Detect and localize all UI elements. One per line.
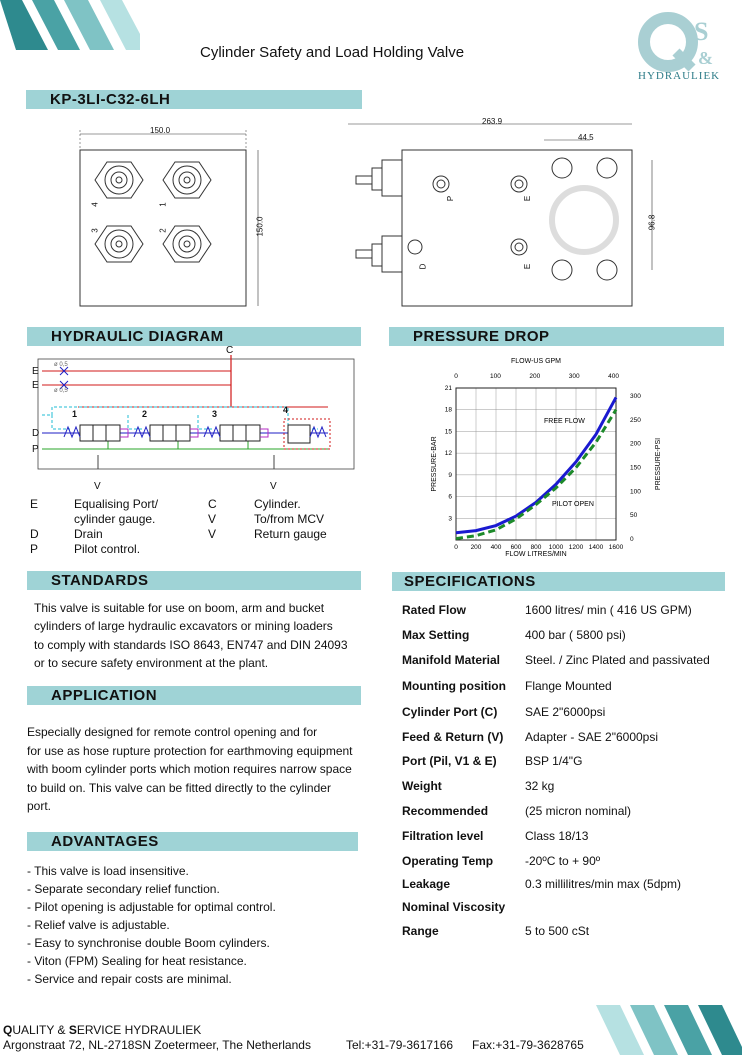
y-tick-label: 3: [448, 515, 452, 523]
footer-company-part1: UALITY &: [12, 1023, 69, 1037]
standards-heading: STANDARDS: [27, 571, 361, 590]
y-tick-label: 21: [444, 385, 452, 392]
top-tick-label: 0: [454, 373, 458, 380]
svg-text:&: &: [698, 48, 713, 68]
y-right-tick-label: 100: [630, 488, 641, 496]
x-tick-label: 1600: [608, 544, 624, 551]
diagram-label-v2: V: [270, 481, 277, 492]
y-tick-label: 12: [444, 450, 452, 458]
diagram-label-c: C: [226, 345, 234, 356]
port-label-e-top: E: [523, 195, 533, 202]
stripe-decoration-bottom: [592, 1005, 742, 1055]
dim-height-left: 150.0: [255, 216, 265, 237]
spec-value: 1600 litres/ min ( 416 US GPM): [525, 603, 692, 617]
advantage-item: - Service and repair costs are minimal.: [27, 972, 232, 986]
top-axis-ticks: [454, 373, 619, 380]
spec-label: Max Setting: [402, 628, 470, 642]
diagram-label-p: P: [32, 444, 39, 455]
spec-label: Weight: [402, 779, 442, 793]
legend-text-d: Drain: [74, 527, 103, 541]
legend-text-v2: Return gauge: [254, 527, 327, 541]
advantage-item: - Relief valve is adjustable.: [27, 918, 170, 932]
x-tick-label: 600: [510, 544, 522, 551]
port-number-3: 3: [90, 228, 100, 233]
port-label-p: P: [446, 195, 456, 202]
company-logo: [632, 8, 722, 88]
spec-value: Adapter - SAE 2"6000psi: [525, 730, 659, 744]
x-tick-label: 1000: [548, 544, 564, 551]
spec-label: Range: [402, 924, 439, 938]
y-right-tick-label: 200: [630, 440, 641, 448]
advantage-item: - Viton (FPM) Sealing for heat resistance.: [27, 954, 247, 968]
diagram-label-e1: E: [32, 366, 39, 377]
spec-value: -20ºC to + 90º: [525, 854, 601, 868]
footer-fax: Fax:+31-79-3628765: [472, 1038, 584, 1052]
y-right-axis-label: PRESSURE-PSI: [655, 437, 662, 491]
spec-value: Steel. / Zinc Plated and passivated: [525, 653, 710, 667]
y-tick-label: 6: [448, 493, 452, 501]
spec-label: Recommended: [402, 804, 489, 818]
logo-text: HYDRAULIEK: [638, 70, 721, 82]
spec-label: Rated Flow: [402, 603, 467, 617]
orifice-label-2: ø 0,5: [54, 388, 68, 394]
spec-label: Port (Pil, V1 & E): [402, 754, 497, 768]
y-axis-label: PRESSURE-BAR: [431, 436, 438, 492]
footer-company-part2: ERVICE HYDRAULIEK: [76, 1023, 202, 1037]
standards-line-4: or to secure safety environment at the plant.: [34, 656, 269, 670]
orifice-label-1: ø 0,5: [54, 362, 68, 368]
footer-address: Argonstraat 72, NL-2718SN Zoetermeer, The Netherlands: [3, 1038, 311, 1052]
page-title: Cylinder Safety and Load Holding Valve: [200, 44, 465, 61]
chart-grid: [456, 388, 616, 540]
top-tick-label: 400: [608, 373, 620, 380]
spec-value: BSP 1/4"G: [525, 754, 583, 768]
spec-value: 0.3 millilitres/min max (5dpm): [525, 877, 682, 891]
hydraulic-schematic: [28, 345, 364, 495]
x-tick-label: 400: [490, 544, 502, 551]
technical-drawing: [70, 116, 670, 316]
spec-value: Flange Mounted: [525, 679, 612, 693]
legend-text-e: Equalising Port/: [74, 497, 159, 511]
x-tick-label: 1400: [588, 544, 604, 551]
top-tick-label: 200: [529, 373, 541, 380]
port-number-1: 1: [158, 202, 168, 207]
valve-number-2: 2: [142, 409, 148, 419]
y-right-tick-label: 300: [630, 393, 641, 401]
valve-number-4: 4: [283, 405, 289, 415]
dim-width-left: 150.0: [150, 126, 171, 135]
top-axis-label: FLOW-US GPM: [510, 358, 562, 365]
application-line-2: for use as hose rupture protection for earthmoving equipment: [27, 744, 353, 758]
diagram-label-v1: V: [94, 481, 101, 492]
svg-text:S: S: [694, 17, 709, 46]
advantages-heading: ADVANTAGES: [27, 832, 358, 851]
top-tick-label: 300: [568, 373, 580, 380]
dim-total-right: 263.9: [482, 117, 503, 126]
advantage-item: - Separate secondary relief function.: [27, 882, 220, 896]
spec-label: Filtration level: [402, 829, 484, 843]
hydraulic-diagram-heading: HYDRAULIC DIAGRAM: [27, 327, 361, 346]
spec-value: Class 18/13: [525, 829, 589, 843]
port-label-e-bottom: E: [523, 263, 533, 270]
spec-value: 5 to 500 cSt: [525, 924, 590, 938]
spec-label: Nominal Viscosity: [402, 900, 506, 914]
legend-code-v1: V: [208, 512, 217, 526]
valve-number-1: 1: [72, 409, 78, 419]
footer-company: [3, 1023, 201, 1037]
spec-label: Mounting position: [402, 679, 506, 693]
x-axis-ticks: [454, 544, 623, 551]
valve-number-3: 3: [212, 409, 218, 419]
advantage-item: - Pilot opening is adjustable for optimal control.: [27, 900, 276, 914]
application-heading: APPLICATION: [27, 686, 361, 705]
y-right-tick-label: 150: [630, 464, 641, 472]
port-number-2: 2: [158, 228, 168, 233]
legend-text-e2: cylinder gauge.: [74, 512, 156, 526]
spec-label: Operating Temp: [402, 854, 494, 868]
legend-code-v2: V: [208, 527, 217, 541]
application-line-5: port.: [27, 799, 52, 813]
pressure-drop-chart: [420, 350, 690, 565]
application-line-4: to build on. This valve can be fitted directly to the cylinder: [27, 781, 331, 795]
x-tick-label: 200: [470, 544, 482, 551]
legend-text-c: Cylinder.: [254, 497, 301, 511]
standards-line-2: cylinders of large hydraulic excavators or mining loaders: [34, 619, 333, 633]
spec-value: SAE 2"6000psi: [525, 705, 606, 719]
port-number-4: 4: [90, 202, 100, 207]
top-tick-label: 100: [489, 373, 501, 380]
footer-company-q: Q: [3, 1023, 13, 1037]
legend-text-p: Pilot control.: [74, 542, 141, 556]
y-right-tick-label: 250: [630, 416, 641, 424]
y-tick-label: 18: [444, 406, 452, 414]
diagram-label-d: D: [32, 428, 40, 439]
x-tick-label: 800: [530, 544, 542, 551]
legend-text-v1: To/from MCV: [254, 512, 325, 526]
x-tick-label: 0: [454, 544, 458, 551]
stripe-decoration-top: [0, 0, 140, 50]
diagram-label-e2: E: [32, 380, 39, 391]
footer-tel: Tel:+31-79-3617166: [346, 1038, 454, 1052]
series-label-pilot-open: PILOT OPEN: [552, 501, 594, 508]
y-tick-label: 9: [448, 471, 452, 479]
standards-line-3: to comply with standards ISO 8643, EN747 and DIN 24093: [34, 638, 348, 652]
specifications-heading: SPECIFICATIONS: [392, 572, 725, 591]
y-right-tick-label: 50: [630, 512, 638, 520]
port-label-d: D: [418, 263, 428, 270]
x-axis-label: FLOW LITRES/MIN: [505, 551, 567, 558]
y-axis-ticks: [445, 385, 453, 522]
spec-value: 32 kg: [525, 779, 555, 793]
pressure-drop-heading: PRESSURE DROP: [389, 327, 724, 346]
legend-code-c: C: [208, 497, 217, 511]
spec-label: Feed & Return (V): [402, 730, 504, 744]
application-line-3: with boom cylinder ports which motion requires narrow space: [27, 762, 352, 776]
series-label-free-flow: FREE FLOW: [544, 418, 585, 425]
legend-code-p: P: [30, 542, 39, 556]
spec-label: Cylinder Port (C): [402, 705, 498, 719]
dim-height-right: 96.8: [647, 214, 657, 231]
x-tick-label: 1200: [568, 544, 584, 551]
model-heading: KP-3LI-C32-6LH: [26, 90, 362, 109]
dim-spacing: 44.5: [578, 133, 594, 142]
application-line-1: Especially designed for remote control opening and for: [27, 725, 318, 739]
spec-label: Leakage: [402, 877, 451, 891]
legend-code-d: D: [30, 527, 39, 541]
spec-value: (25 micron nominal): [525, 804, 632, 818]
spec-value: 400 bar ( 5800 psi): [525, 628, 626, 642]
legend-code-e: E: [30, 497, 39, 511]
advantage-item: - Easy to synchronise double Boom cylinders.: [27, 936, 270, 950]
advantage-item: - This valve is load insensitive.: [27, 864, 189, 878]
y-tick-label: 15: [444, 428, 452, 436]
spec-label: Manifold Material: [402, 653, 501, 667]
footer-company-s: S: [68, 1023, 77, 1037]
y-right-tick-label: 0: [630, 536, 634, 543]
standards-line-1: This valve is suitable for use on boom, arm and bucket: [34, 601, 325, 615]
y-right-axis-ticks: [630, 393, 641, 543]
